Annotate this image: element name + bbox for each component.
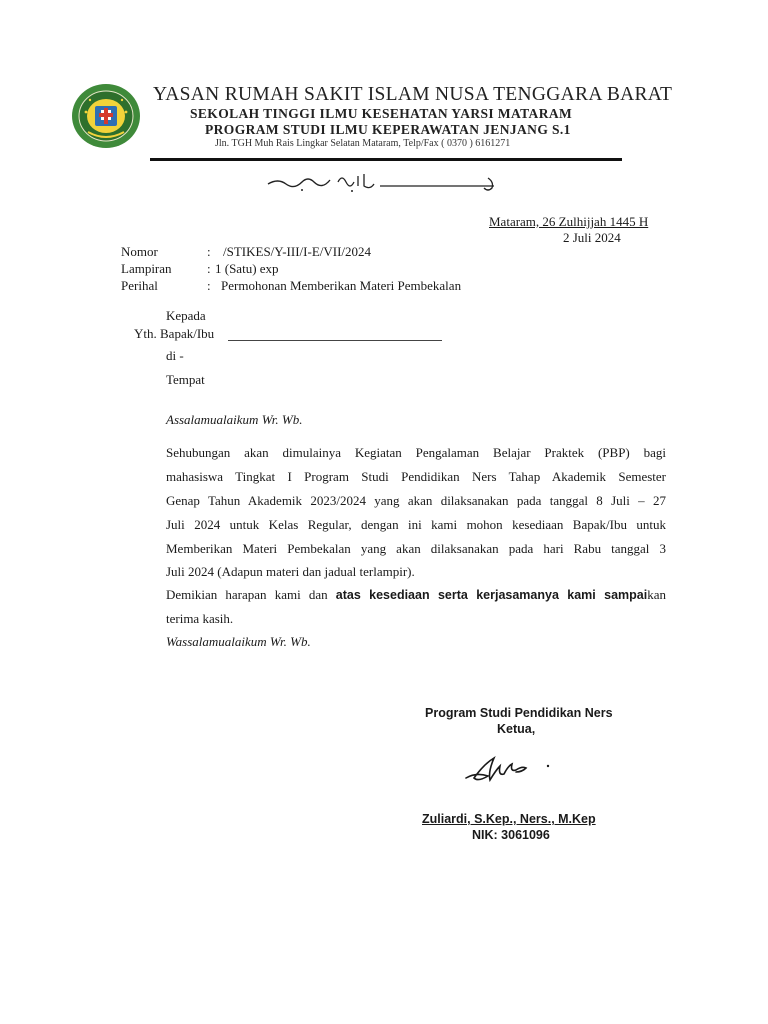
addressee-di: di - [166,348,184,363]
closing-paragraph-line: terima kasih. [166,611,234,626]
nomor-label: Nomor [121,244,158,259]
lampiran-label: Lampiran [121,261,172,276]
signatory-nik: NIK: 3061096 [472,828,550,842]
perihal-label: Perihal [121,278,158,293]
letter-date-hijri: Mataram, 26 Zulhijjah 1445 H [489,214,649,229]
nomor-colon: : [207,244,211,259]
signatory-unit: Program Studi Pendidikan Ners [425,706,613,720]
closing-text: Demikian harapan kami dan [166,587,336,602]
lampiran-value: 1 (Satu) exp [215,261,279,276]
closing-text-end: kan [647,587,666,602]
closing-paragraph-line [166,587,666,603]
letterhead-divider [150,158,622,161]
lampiran-colon: : [207,261,211,276]
perihal-value: Permohonan Memberikan Materi Pembekalan [221,278,462,293]
basmalah-calligraphy [262,170,502,196]
institution-address: Jln. TGH Muh Rais Lingkar Selatan Mataram, Telp/Fax ( 0370 ) 6161271 [215,138,511,149]
closing-bold-text: atas kesediaan serta kerjasamanya kami sampai [335,588,648,602]
body-line: mahasiswa Tingkat I Program Studi Pendidikan Ners Tahap Akademik Semester [166,469,666,484]
opening-greeting: Assalamualaikum Wr. Wb. [166,412,303,427]
signatory-name: Zuliardi, S.Kep., Ners., M.Kep [422,812,596,826]
addressee-kepada: Kepada [166,308,206,323]
handwritten-signature-icon [458,748,558,792]
body-line: Sehubungan akan dimulainya Kegiatan Pengalaman Belajar Praktek (PBP) bagi [166,445,666,460]
nomor-value: /STIKES/Y-III/I-E/VII/2024 [223,244,372,259]
program-name: PROGRAM STUDI ILMU KEPERAWATAN JENJANG S.1 [205,122,571,137]
closing-greeting: Wassalamualaikum Wr. Wb. [166,634,311,649]
addressee-yth: Yth. Bapak/Ibu [134,326,215,341]
letter-date-gregorian: 2 Juli 2024 [563,230,621,245]
addressee-tempat: Tempat [166,372,205,387]
foundation-name: YASAN RUMAH SAKIT ISLAM NUSA TENGGARA BARAT [153,84,673,105]
body-line: Juli 2024 untuk Kelas Regular, dengan ini kami mohon kesediaan Bapak/Ibu untuk [166,517,666,532]
body-line: Juli 2024 (Adapun materi dan jadual terlampir). [166,564,415,579]
school-name: SEKOLAH TINGGI ILMU KESEHATAN YARSI MATARAM [190,106,573,121]
institution-logo-icon [70,82,142,150]
perihal-colon: : [207,278,211,293]
body-line: Memberikan Materi Pembekalan yang akan dilaksanakan pada hari Rabu tanggal 3 [166,541,666,556]
body-line: Genap Tahun Akademik 2023/2024 yang akan dilaksanakan pada tanggal 8 Juli – 27 [166,493,666,508]
signatory-role: Ketua, [497,722,536,736]
addressee-blank-line [228,340,442,341]
